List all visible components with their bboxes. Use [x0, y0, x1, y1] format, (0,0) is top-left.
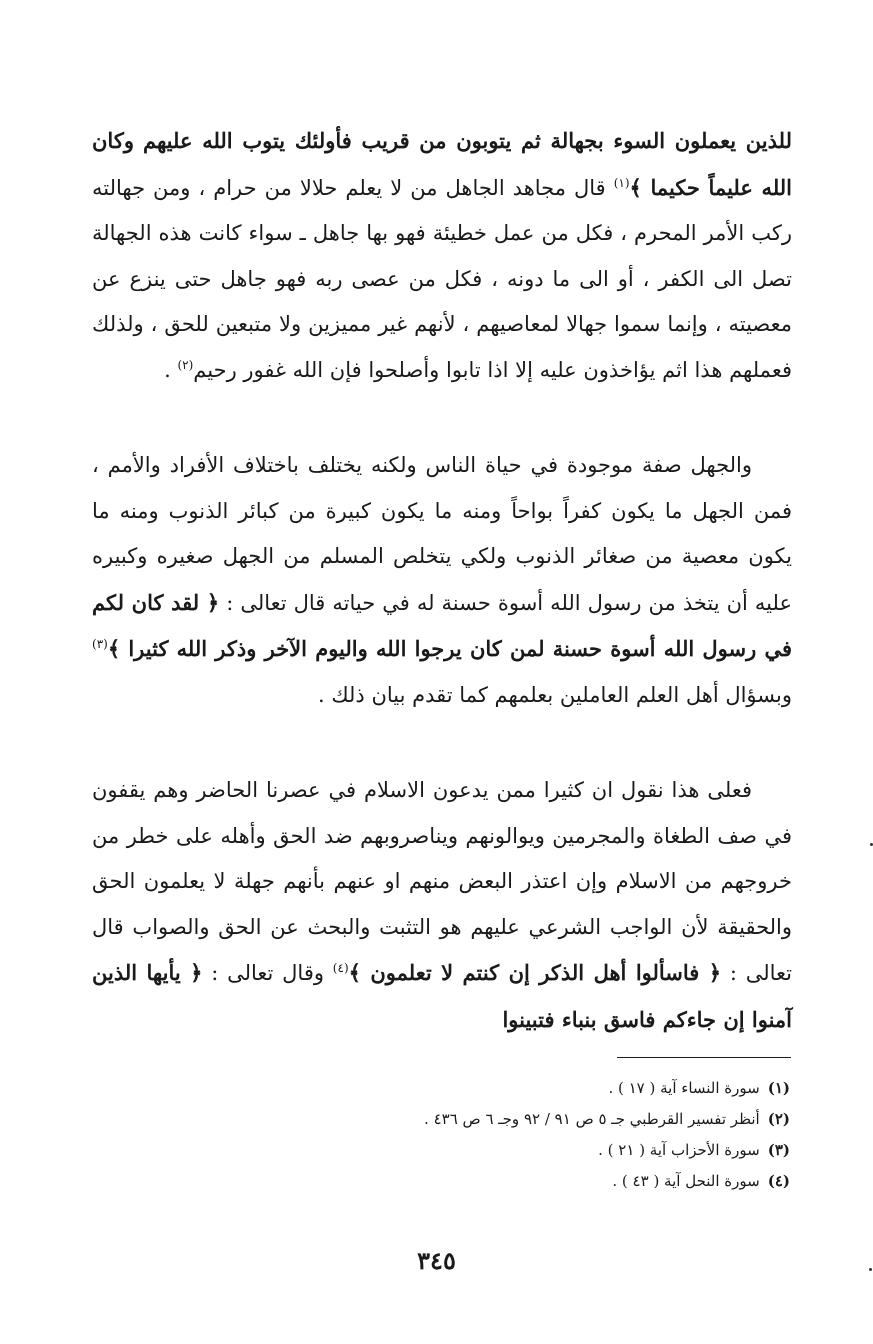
footnote-ref-4[interactable]: (٤): [332, 961, 349, 975]
paragraph-1-end: .: [164, 357, 178, 382]
paragraph-2: [92, 443, 792, 718]
footnote-number: (١): [767, 1079, 790, 1097]
paragraph-2-end: وبسؤال أهل العلم العاملين بعلمهم كما تقدم بيان ذلك .: [317, 682, 792, 707]
footnote-1: [250, 1073, 790, 1104]
quran-verse-hujurat: ﴿ يأيها الذين آمنوا إن جاءكم فاسق بنباء فتبينوا: [92, 960, 792, 1032]
paragraph-3-connector: وقال تعالى :: [202, 961, 333, 985]
quran-verse-ahzab: ﴿ لقد كان لكم في رسول الله أسوة حسنة لمن كان يرجوا الله واليوم الآخر وذكر الله كثيرا ﴾: [92, 589, 792, 661]
quran-verse-continuation: للذين يعملون السوء بجهالة ثم يتوبون من قريب فأولئك يتوب الله عليهم: [143, 128, 792, 153]
paragraph-2-text: والجهل صفة موجودة في حياة الناس ولكنه يختلف باختلاف الأفراد والأمم ، فمن الجهل ما يكون كفراً بواحاً ومنه ما يكون كبيرة من كبائر الذنوب ومنه ما يكون معصية من صغائر الذنوب ولكي يتخلص المسلم من الجهل صغيره وكبيره عليه أن يتخذ من رسول الله أسوة حسنة له في حياته قال تعالى :: [92, 453, 792, 615]
footnote-text: سورة النحل آية ( ٤٣ ) .: [612, 1172, 760, 1190]
footnote-4: [250, 1166, 790, 1197]
paragraph-3: [92, 768, 792, 1043]
footnote-number: (٤): [767, 1172, 790, 1190]
quran-verse-end: وكان الله عليماً حكيما ﴾: [92, 128, 793, 200]
page-number: ٣٤٥: [417, 1246, 456, 1275]
footnote-text: سورة الأحزاب آية ( ٢١ ) .: [598, 1141, 760, 1159]
footnote-ref-2[interactable]: (٢): [177, 357, 194, 372]
footnote-number: (٢): [767, 1110, 790, 1128]
footnote-ref-3[interactable]: (٣): [92, 637, 108, 651]
footnotes: [250, 1073, 790, 1197]
footnote-divider: [617, 1057, 791, 1058]
scan-speck: [869, 1268, 872, 1271]
paragraph-3-text: فعلى هذا نقول ان كثيرا ممن يدعون الاسلام في عصرنا الحاضر وهم يقفون في صف الطغاة والمجرمين ويوالونهم ويناصروبهم ضد الحق وأهله على خطر من خروجهم من الاسلام وإن اعتذر البعض منهم او عنهم بأنهم جهلة لا يعلمون الحق والحقيقة لأن الواجب الشرعي عليهم هو التثبت والبحث عن الحق والصواب قال تعالى :: [92, 778, 793, 985]
paragraph-1: [92, 118, 792, 393]
paragraph-1-text: قال مجاهد الجاهل من لا يعلم حلالا من حرام ، ومن جهالته ركب الأمر المحرم ، فكل من عمل خطيئة فهو بها جاهل ـ سواء كانت هذه الجهالة تصل الى الكفر ، أو الى ما دونه ، فكل من عصى ربه فهو جاهل حتى ينزع عن معصيته ، وإنما سموا جهالا لمعاصيهم ، لأنهم غير مميزين ولا متبعين للحق ، ولذلك فعملهم هذا اثم يؤاخذون عليه إلا اذا تابوا وأصلحوا فإن الله غفور رحيم: [92, 175, 792, 382]
quran-verse-nahl: ﴿ فاسألوا أهل الذكر إن كنتم لا تعلمون ﴾: [348, 960, 722, 985]
footnote-ref-1[interactable]: (١): [613, 175, 630, 190]
footnote-text: أنظر تفسير القرطبي جـ ٥ ص ٩١ / ٩٢ وجـ ٦ ص ٤٣٦ .: [424, 1110, 760, 1128]
footnote-3: [250, 1135, 790, 1166]
footnote-number: (٣): [767, 1141, 790, 1159]
footnote-2: [250, 1104, 790, 1135]
footnote-text: سورة النساء آية ( ١٧ ) .: [608, 1079, 760, 1097]
